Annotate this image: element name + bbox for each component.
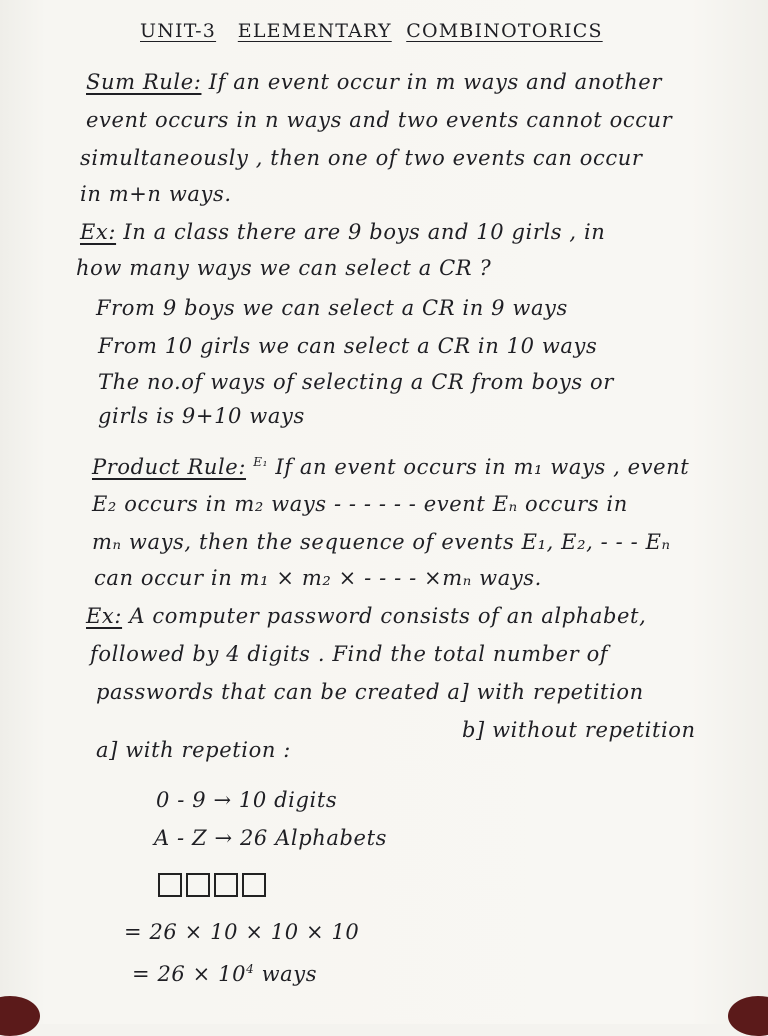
sum-rule-line2: event occurs in n ways and two events cannot occur <box>86 108 673 132</box>
example1-question-line2: how many ways we can select a CR ? <box>76 256 492 280</box>
example1-answer-line1: From 9 boys we can select a CR in 9 ways <box>96 296 568 320</box>
page-title <box>140 20 603 42</box>
title-part1: ELEMENTARY <box>237 20 392 42</box>
product-rule-line2: E₂ occurs in m₂ ways - - - - - - event Eₙ occurs in <box>92 492 628 516</box>
example1-answer-line2: From 10 girls we can select a CR in 10 ways <box>98 334 598 358</box>
product-rule-line1 <box>92 455 689 479</box>
sum-rule-heading: Sum Rule: <box>86 70 202 94</box>
password-slots <box>158 873 266 897</box>
example2-line4: b] without repetition <box>462 718 696 742</box>
binding-edge-right <box>728 996 768 1036</box>
solution-calc2-exponent: 4 <box>246 962 255 976</box>
sum-rule-line4: in m+n ways. <box>80 182 232 206</box>
product-rule-e1-label: E₁ <box>253 455 269 469</box>
solution-heading: a] with repetion : <box>96 738 291 762</box>
example1-answer-line3: The no.of ways of selecting a CR from boys or <box>98 370 614 394</box>
example2-line2: followed by 4 digits . Find the total number of <box>90 642 609 666</box>
solution-calc2-base: = 26 × 10 <box>132 962 247 986</box>
solution-calc2-unit: ways <box>261 962 318 986</box>
solution-alphabets: A - Z → 26 Alphabets <box>154 826 388 850</box>
product-rule-text1: If an event occurs in m₁ ways , event <box>275 455 690 479</box>
example1-question-line1 <box>80 220 605 244</box>
product-rule-line3: mₙ ways, then the sequence of events E₁, E₂, - - - Eₙ <box>92 530 671 554</box>
password-slot <box>242 873 266 897</box>
example1-answer-line4: girls is 9+10 ways <box>98 404 305 428</box>
solution-calc2 <box>132 962 317 986</box>
password-slot <box>186 873 210 897</box>
sum-rule-text1: If an event occur in m ways and another <box>208 70 662 94</box>
title-unit: UNIT-3 <box>140 20 217 42</box>
sum-rule-line3: simultaneously , then one of two events can occur <box>80 146 643 170</box>
example2-line3: passwords that can be created a] with repetition <box>96 680 644 704</box>
example2-line1 <box>86 604 646 628</box>
solution-calc1: = 26 × 10 × 10 × 10 <box>124 920 360 944</box>
title-part2: COMBINOTORICS <box>406 20 603 42</box>
solution-digits: 0 - 9 → 10 digits <box>156 788 338 812</box>
product-rule-line4: can occur in m₁ × m₂ × - - - - ×mₙ ways. <box>94 566 542 590</box>
example1-text1: In a class there are 9 boys and 10 girls , in <box>123 220 606 244</box>
binding-edge-left <box>0 996 40 1036</box>
example2-label: Ex: <box>86 604 123 628</box>
product-rule-heading: Product Rule: <box>92 455 247 479</box>
sum-rule-line1 <box>86 70 662 94</box>
example2-text1: A computer password consists of an alphabet, <box>129 604 647 628</box>
example1-label: Ex: <box>80 220 117 244</box>
password-slot <box>158 873 182 897</box>
password-slot <box>214 873 238 897</box>
